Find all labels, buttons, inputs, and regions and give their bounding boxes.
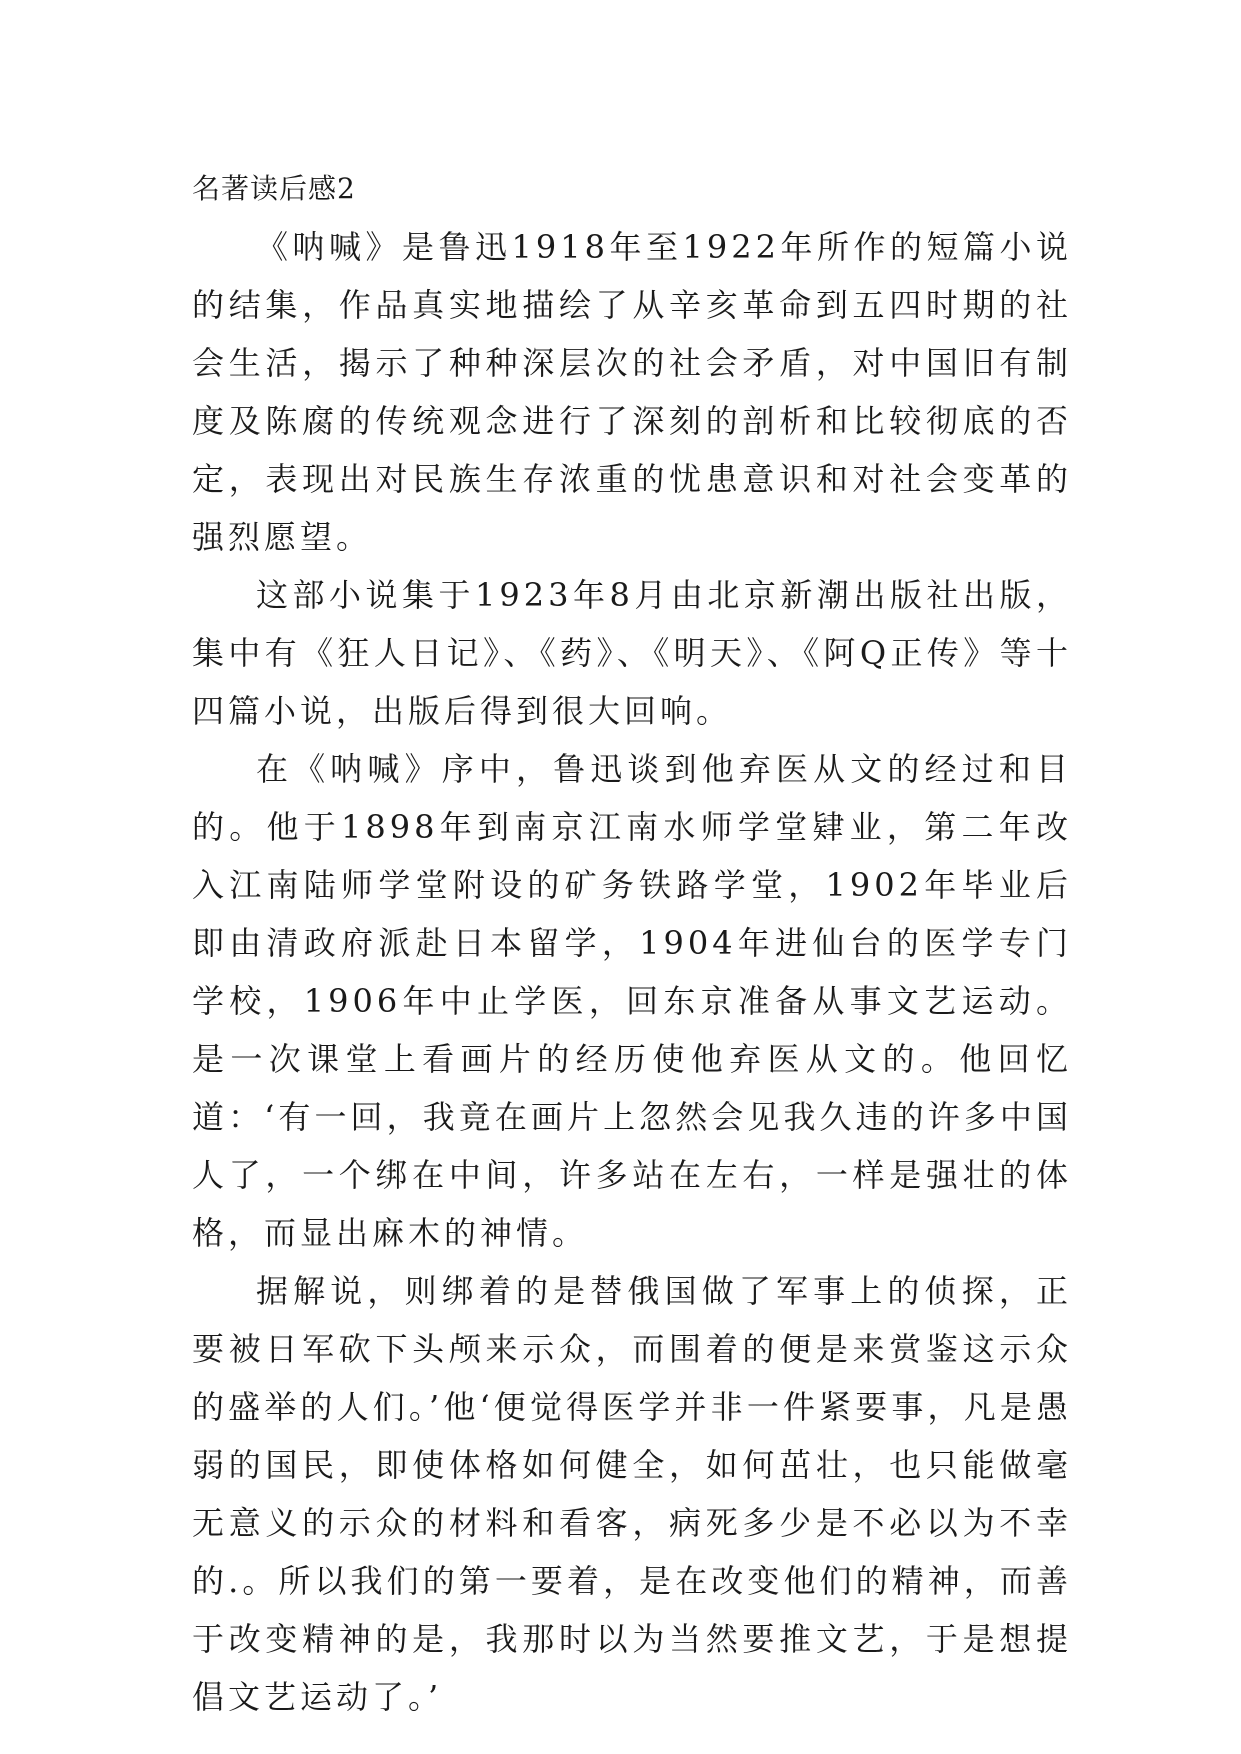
document-title: 名著读后感2 — [192, 172, 356, 205]
paragraph-3: 在《呐喊》序中，鲁迅谈到他弃医从文的经过和目的。他于1898年到南京江南水师学堂肄业，第二年改入江南陆师学堂附设的矿务铁路学堂，1902年毕业后即由清政府派赴日本留学，1904年进仙台的医学专门学校，1906年中止学医，回东京准备从事文艺运动。是一次课堂上看画片的经历使他弃医从文的。他回忆道：‘有一回，我竟在画片上忽然会见我久违的许多中国人了，一个绑在中间，许多站在左右，一样是强壮的体格，而显出麻木的神情。 — [192, 750, 1072, 1252]
paragraph-4: 据解说，则绑着的是替俄国做了军事上的侦探，正要被日军砍下头颅来示众，而围着的便是来赏鉴这示众的盛举的人们。’他‘便觉得医学并非一件紧要事，凡是愚弱的国民，即使体格如何健全，如何茁壮，也只能做毫无意义的示众的材料和看客，病死多少是不必以为不幸的.。所以我们的第一要着，是在改变他们的精神，而善于改变精神的是，我那时以为当然要推文艺，于是想提倡文艺运动了。’ — [192, 1272, 1072, 1716]
document-page — [192, 160, 1072, 1726]
paragraph-1: 《呐喊》是鲁迅1918年至1922年所作的短篇小说的结集，作品真实地描绘了从辛亥革命到五四时期的社会生活，揭示了种种深层次的社会矛盾，对中国旧有制度及陈腐的传统观念进行了深刻的剖析和比较彻底的否定，表现出对民族生存浓重的忧患意识和对社会变革的强烈愿望。 — [192, 228, 1072, 556]
paragraph-2: 这部小说集于1923年8月由北京新潮出版社出版，集中有《狂人日记》、《药》、《明天》、《阿Q正传》等十四篇小说，出版后得到很大回响。 — [192, 576, 1072, 730]
